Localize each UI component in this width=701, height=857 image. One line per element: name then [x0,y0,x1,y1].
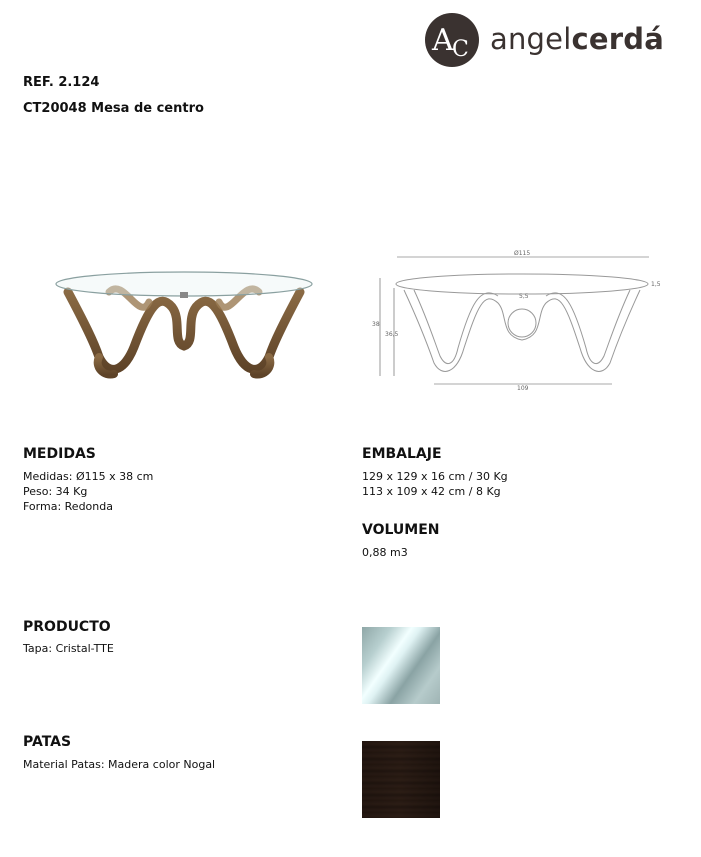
wood-swatch [362,741,440,818]
svg-text:A: A [432,23,454,58]
embalaje-line: 129 x 129 x 16 cm / 30 Kg [362,470,508,483]
medidas-line: Medidas: Ø115 x 38 cm [23,470,154,483]
svg-text:36,5: 36,5 [385,331,399,338]
medidas-heading: MEDIDAS [23,446,96,462]
svg-text:C: C [452,37,469,62]
medidas-line: Forma: Redonda [23,500,113,513]
patas-heading: PATAS [23,734,72,750]
producto-heading: PRODUCTO [23,619,111,635]
product-photo [54,262,314,387]
patas-line: Material Patas: Madera color Nogal [23,758,216,771]
svg-text:5,5: 5,5 [519,293,529,300]
volumen-value: 0,88 m3 [362,546,408,559]
svg-text:109: 109 [517,385,529,392]
medidas-list [23,469,153,514]
producto-line: Tapa: Cristal-TTE [23,642,114,655]
svg-text:38: 38 [372,321,380,328]
glass-swatch [362,627,440,704]
svg-text:1,5: 1,5 [651,281,661,288]
medidas-line: Peso: 34 Kg [23,485,88,498]
embalaje-list [362,469,508,499]
embalaje-heading: EMBALAJE [362,446,442,462]
product-reference: REF. 2.124 [23,75,100,90]
brand-logo [424,12,686,68]
svg-text:Ø115: Ø115 [514,250,531,257]
brand-mark-icon [424,12,480,68]
embalaje-line: 113 x 109 x 42 cm / 8 Kg [362,485,501,498]
technical-drawing [372,248,672,393]
product-title: CT20048 Mesa de centro [23,101,204,116]
brand-wordmark: angelcerdá [490,22,664,56]
volumen-heading: VOLUMEN [362,522,440,538]
